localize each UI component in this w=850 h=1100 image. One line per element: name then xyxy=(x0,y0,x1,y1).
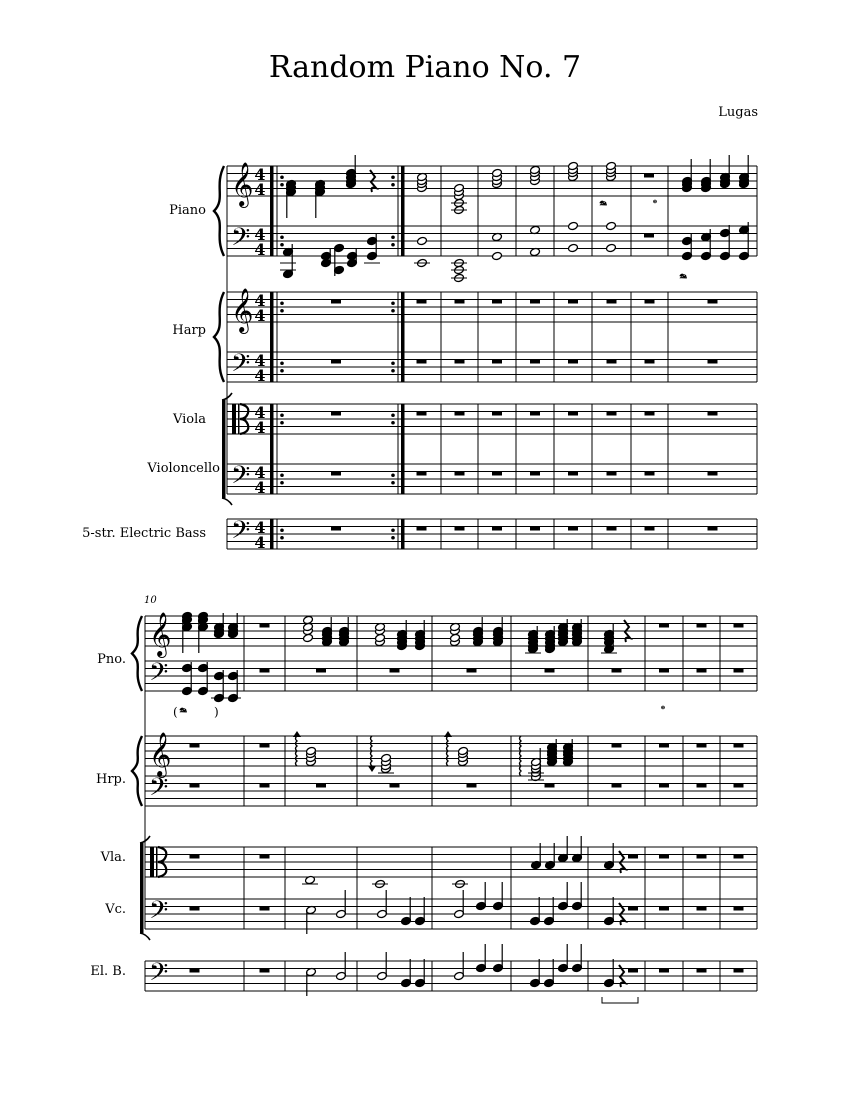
staff-bracket xyxy=(222,400,226,498)
whole-rest xyxy=(568,360,578,364)
whole-rest xyxy=(492,527,502,531)
repeat-end-thick xyxy=(401,519,405,549)
instrument-label-viola: Viola xyxy=(172,412,206,427)
repeat-dot xyxy=(280,235,284,239)
whole-rest xyxy=(260,855,270,859)
instrument-label-hrp: Hrp. xyxy=(95,772,126,787)
whole-rest xyxy=(607,472,617,476)
repeat-dot xyxy=(391,421,395,425)
bass-clef: 𝄢 xyxy=(149,658,169,693)
whole-rest xyxy=(697,855,707,859)
whole-rest xyxy=(645,300,655,304)
whole-rest xyxy=(734,669,744,673)
whole-rest xyxy=(417,300,427,304)
arpeggio-arrow-up xyxy=(444,731,452,737)
whole-rest xyxy=(260,784,270,788)
repeat-dot xyxy=(280,361,284,365)
whole-rest xyxy=(190,855,200,859)
whole-rest xyxy=(331,527,341,531)
whole-rest xyxy=(612,744,622,748)
measure-number: 10 xyxy=(144,595,157,606)
whole-rest xyxy=(417,527,427,531)
pedal-mark: 𝆮 xyxy=(598,198,606,212)
staff-bracket-hook xyxy=(140,933,150,940)
whole-rest xyxy=(697,624,707,628)
bass-clef: 𝄢 xyxy=(149,773,169,808)
tuplet-bracket xyxy=(602,997,638,1003)
repeat-dot xyxy=(391,309,395,313)
time-sig-bottom: 4 xyxy=(254,533,266,552)
pedal-mark: 𝆮 xyxy=(178,705,186,719)
whole-rest xyxy=(331,360,341,364)
whole-rest xyxy=(659,969,669,973)
whole-rest xyxy=(568,527,578,531)
whole-rest xyxy=(628,907,638,911)
note-head xyxy=(568,243,579,252)
whole-rest xyxy=(260,969,270,973)
pedal-mark-paren: ( xyxy=(173,705,178,719)
whole-rest xyxy=(260,669,270,673)
whole-rest xyxy=(390,669,400,673)
whole-rest xyxy=(190,784,200,788)
repeat-dot xyxy=(391,413,395,417)
repeat-dot xyxy=(280,183,284,187)
whole-rest xyxy=(607,360,617,364)
whole-rest xyxy=(708,472,718,476)
pedal-release: 𝆯 xyxy=(652,197,658,213)
repeat-end-thick xyxy=(401,166,405,256)
note-head xyxy=(492,251,503,260)
whole-rest xyxy=(492,300,502,304)
whole-rest xyxy=(492,472,502,476)
whole-rest xyxy=(568,300,578,304)
time-sig-bottom: 4 xyxy=(254,366,266,385)
composer-name: Lugas xyxy=(718,105,758,120)
whole-rest xyxy=(545,784,555,788)
whole-rest xyxy=(659,624,669,628)
whole-rest xyxy=(697,784,707,788)
instrument-label-pno: Pno. xyxy=(97,652,126,667)
instrument-label-piano: Piano xyxy=(169,203,206,218)
whole-rest xyxy=(455,527,465,531)
repeat-dot xyxy=(280,536,284,540)
alto-clef-bar xyxy=(232,404,236,434)
repeat-start-thick xyxy=(270,519,274,549)
instrument-label-vla: Vla. xyxy=(100,850,126,865)
repeat-dot xyxy=(391,369,395,373)
whole-rest xyxy=(260,907,270,911)
whole-rest xyxy=(659,784,669,788)
whole-rest xyxy=(607,527,617,531)
whole-rest xyxy=(492,360,502,364)
repeat-dot xyxy=(391,175,395,179)
whole-rest xyxy=(607,300,617,304)
repeat-start-thick xyxy=(270,166,274,256)
repeat-dot xyxy=(391,183,395,187)
note-head xyxy=(417,236,428,245)
repeat-dot xyxy=(280,413,284,417)
whole-rest xyxy=(734,907,744,911)
time-sig-bottom: 4 xyxy=(254,180,266,199)
whole-rest xyxy=(417,360,427,364)
whole-rest xyxy=(530,527,540,531)
repeat-dot xyxy=(280,309,284,313)
whole-rest xyxy=(455,472,465,476)
repeat-dot xyxy=(391,361,395,365)
time-sig-top: 4 xyxy=(254,518,266,537)
whole-rest xyxy=(659,907,669,911)
whole-rest xyxy=(644,234,654,238)
whole-rest xyxy=(645,527,655,531)
whole-rest xyxy=(316,784,326,788)
treble-clef: 𝄞 xyxy=(231,288,254,332)
time-sig-top: 4 xyxy=(254,351,266,370)
repeat-end-thick xyxy=(401,404,405,494)
whole-rest xyxy=(645,412,655,416)
alto-clef-bar xyxy=(150,847,154,877)
time-sig-top: 4 xyxy=(254,225,266,244)
staff-brace xyxy=(132,736,142,806)
whole-rest xyxy=(417,412,427,416)
whole-rest xyxy=(417,472,427,476)
repeat-dot xyxy=(280,473,284,477)
whole-rest xyxy=(734,744,744,748)
whole-rest xyxy=(190,907,200,911)
whole-rest xyxy=(316,669,326,673)
whole-rest xyxy=(260,624,270,628)
whole-rest xyxy=(390,784,400,788)
bass-clef: 𝄢 xyxy=(149,958,169,993)
whole-rest xyxy=(645,360,655,364)
staff-brace xyxy=(132,616,142,691)
whole-rest xyxy=(530,300,540,304)
staff-brace xyxy=(214,166,224,256)
treble-clef: 𝄞 xyxy=(149,612,172,656)
whole-rest xyxy=(190,969,200,973)
whole-rest xyxy=(492,412,502,416)
treble-clef: 𝄞 xyxy=(149,732,172,776)
whole-rest xyxy=(734,784,744,788)
arpeggio-arrow-down xyxy=(368,766,376,772)
whole-rest xyxy=(467,669,477,673)
note-head xyxy=(606,221,617,230)
repeat-start-thick xyxy=(270,404,274,494)
repeat-dot xyxy=(280,528,284,532)
whole-rest xyxy=(530,360,540,364)
time-sig-bottom: 4 xyxy=(254,240,266,259)
repeat-dot xyxy=(391,536,395,540)
time-sig-bottom: 4 xyxy=(254,478,266,497)
note-head xyxy=(568,221,579,230)
instrument-label-el-b: El. B. xyxy=(90,964,126,979)
whole-rest xyxy=(530,472,540,476)
whole-rest xyxy=(607,412,617,416)
whole-rest xyxy=(659,669,669,673)
bass-clef: 𝄢 xyxy=(231,349,251,384)
whole-rest xyxy=(612,669,622,673)
whole-rest xyxy=(697,969,707,973)
whole-rest xyxy=(697,907,707,911)
repeat-dot xyxy=(280,421,284,425)
repeat-dot xyxy=(280,481,284,485)
repeat-dot xyxy=(280,243,284,247)
repeat-dot xyxy=(280,175,284,179)
whole-rest xyxy=(190,744,200,748)
alto-clef-bar-thin xyxy=(238,404,240,434)
whole-rest xyxy=(659,855,669,859)
time-sig-bottom: 4 xyxy=(254,418,266,437)
whole-rest xyxy=(545,669,555,673)
bass-clef: 𝄢 xyxy=(231,516,251,551)
repeat-dot xyxy=(280,369,284,373)
whole-rest xyxy=(260,744,270,748)
whole-rest xyxy=(708,412,718,416)
pedal-release: 𝆯 xyxy=(660,703,666,719)
repeat-dot xyxy=(391,235,395,239)
pedal-mark-paren: ) xyxy=(214,705,219,719)
whole-rest xyxy=(645,472,655,476)
whole-rest xyxy=(331,300,341,304)
repeat-dot xyxy=(391,473,395,477)
whole-rest xyxy=(708,300,718,304)
alto-clef-bar-thin xyxy=(156,847,158,877)
bass-clef: 𝄢 xyxy=(149,896,169,931)
repeat-dot xyxy=(391,243,395,247)
time-sig-top: 4 xyxy=(254,291,266,310)
whole-rest xyxy=(331,472,341,476)
staff-brace xyxy=(214,292,224,382)
staff-bracket xyxy=(140,843,144,933)
pedal-mark: 𝆮 xyxy=(678,271,686,285)
treble-clef: 𝄞 xyxy=(231,162,254,206)
whole-rest xyxy=(568,472,578,476)
score-title: Random Piano No. 7 xyxy=(268,50,582,85)
whole-rest xyxy=(568,412,578,416)
instrument-label-vc: Vc. xyxy=(105,902,126,917)
arpeggio-mark xyxy=(520,736,522,776)
repeat-end-thick xyxy=(401,292,405,382)
bass-clef: 𝄢 xyxy=(231,223,251,258)
whole-rest xyxy=(331,412,341,416)
whole-rest xyxy=(455,360,465,364)
repeat-start-thick xyxy=(270,292,274,382)
repeat-dot xyxy=(391,528,395,532)
whole-rest xyxy=(628,855,638,859)
instrument-label-harp: Harp xyxy=(172,323,206,338)
whole-rest xyxy=(628,969,638,973)
bass-clef: 𝄢 xyxy=(231,461,251,496)
whole-rest xyxy=(734,969,744,973)
whole-rest xyxy=(659,744,669,748)
instrument-label-electric-bass: 5-str. Electric Bass xyxy=(82,526,206,541)
repeat-dot xyxy=(280,301,284,305)
whole-rest xyxy=(455,300,465,304)
whole-rest xyxy=(734,855,744,859)
time-sig-top: 4 xyxy=(254,165,266,184)
whole-rest xyxy=(612,784,622,788)
whole-rest xyxy=(467,784,477,788)
whole-rest xyxy=(708,527,718,531)
time-sig-top: 4 xyxy=(254,403,266,422)
time-sig-top: 4 xyxy=(254,463,266,482)
whole-rest xyxy=(644,174,654,178)
whole-rest xyxy=(697,669,707,673)
arpeggio-arrow-up xyxy=(293,731,301,737)
whole-rest xyxy=(697,744,707,748)
whole-rest xyxy=(455,412,465,416)
repeat-dot xyxy=(391,481,395,485)
staff-bracket-hook xyxy=(222,498,232,505)
time-sig-bottom: 4 xyxy=(254,306,266,325)
whole-rest xyxy=(530,412,540,416)
whole-rest xyxy=(734,624,744,628)
instrument-label-violoncello: Violoncello xyxy=(147,461,220,476)
note-head xyxy=(606,243,617,252)
whole-rest xyxy=(708,360,718,364)
repeat-dot xyxy=(391,301,395,305)
